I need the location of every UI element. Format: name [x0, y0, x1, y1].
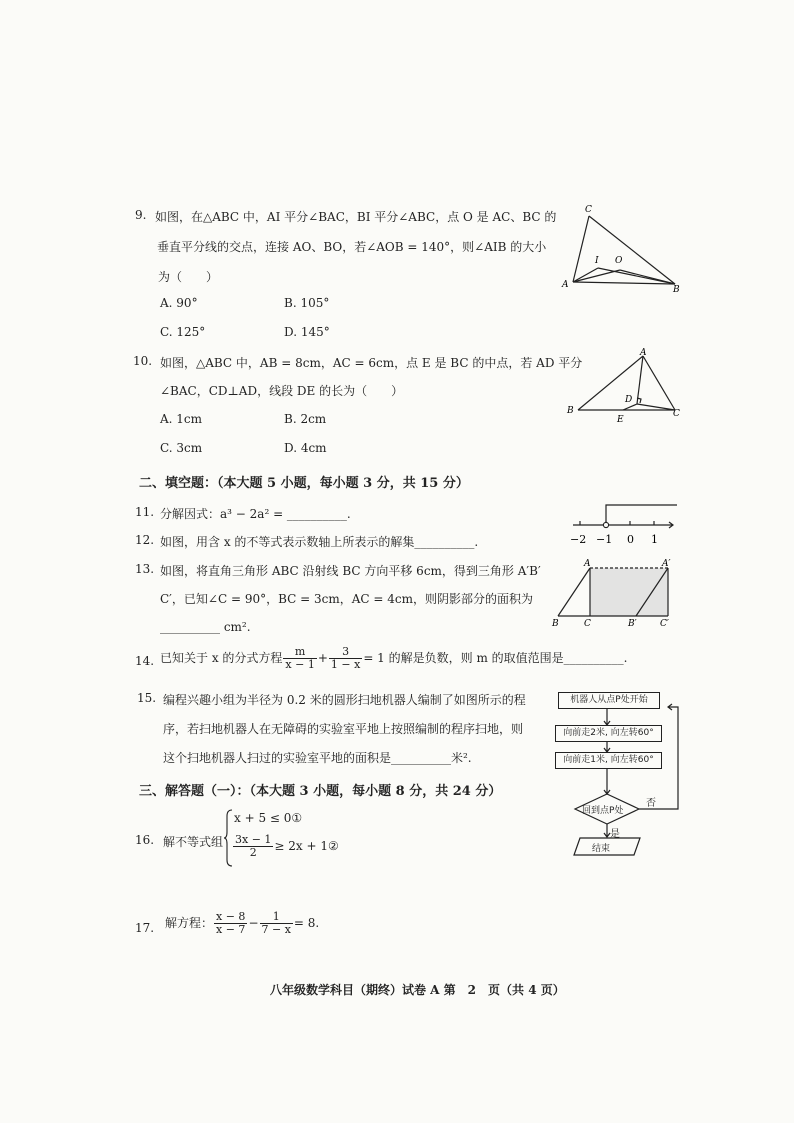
q9-option-b: B. 105° — [284, 296, 330, 310]
q13-line3: __________ cm². — [160, 620, 251, 634]
q13-number: 13. — [135, 562, 155, 576]
flow-step1-box: 向前走2米, 向左转60° — [555, 725, 662, 742]
q13-label-c: C — [584, 619, 591, 629]
q13-label-c-prime: C′ — [660, 619, 669, 629]
q12-tick-neg2: −2 — [570, 533, 587, 546]
q16-fraction — [233, 834, 273, 859]
q17-f2-den: 7 − x — [261, 923, 291, 937]
q17-number: 17. — [135, 921, 155, 935]
q16-f-den: 2 — [249, 846, 257, 860]
q9-line2: 垂直平分线的交点，连接 AO、BO，若∠AOB = 140°，则∠AIB 的大小 — [157, 240, 547, 254]
q14-number: 14. — [135, 654, 155, 668]
q9-label-o: O — [615, 256, 623, 266]
page-footer: 八年级数学科目（期终）试卷 A 第 2 页（共 4 页） — [270, 983, 565, 997]
q9-triangle-figure — [560, 200, 685, 295]
q10-label-b: B — [567, 406, 574, 416]
q12-tick-0: 0 — [627, 533, 634, 546]
q9-option-a: A. 90° — [160, 296, 198, 310]
q17-equation — [165, 911, 319, 936]
q10-option-b: B. 2cm — [284, 412, 327, 426]
q10-label-a: A — [640, 348, 647, 358]
q17-f1-num: x − 8 — [216, 910, 246, 923]
q10-option-a: A. 1cm — [160, 412, 203, 426]
q12-text: 如图，用含 x 的不等式表示数轴上所表示的解集__________. — [160, 535, 479, 549]
q14-text — [160, 646, 627, 671]
q15-number: 15. — [137, 691, 157, 705]
q13-label-a-prime: A′ — [662, 559, 671, 569]
q9-label-c: C — [585, 205, 592, 215]
q16-number: 16. — [135, 833, 155, 847]
q17-f1-den: x − 7 — [216, 923, 246, 937]
q9-line1: 如图，在△ABC 中，AI 平分∠BAC，BI 平分∠ABC，点 O 是 AC、BC 的 — [155, 210, 557, 224]
q14-f2-num: 3 — [329, 646, 362, 659]
q9-option-c: C. 125° — [160, 325, 206, 339]
q14-f1-den: x − 1 — [285, 658, 315, 672]
q13-label-a: A — [584, 559, 591, 569]
q9-label-i: I — [595, 256, 599, 266]
flow-no-label: 否 — [646, 798, 656, 809]
flow-end-label: 结束 — [592, 844, 611, 854]
q17-label: 解方程： — [165, 916, 214, 931]
q14-f1-num: m — [283, 646, 316, 659]
q16-inequality-1: x + 5 ≤ 0① — [234, 811, 303, 825]
section-2-heading: 二、填空题：（本大题 5 小题，每小题 3 分，共 15 分） — [139, 476, 469, 491]
q9-label-b: B — [673, 285, 680, 295]
q10-number: 10. — [133, 354, 153, 368]
q10-line1: 如图，△ABC 中，AB = 8cm，AC = 6cm，点 E 是 BC 的中点，若 AD 平分 — [160, 356, 583, 370]
q16-f-num: 3x − 1 — [235, 833, 272, 846]
q13-line2: C′，已知∠C = 90°，BC = 3cm，AC = 4cm，则阴影部分的面积为 — [160, 592, 534, 606]
q17-fraction-2 — [260, 911, 293, 936]
q12-number: 12. — [135, 533, 155, 547]
q15-line1: 编程兴趣小组为半径为 0.2 米的圆形扫地机器人编制了如图所示的程 — [163, 693, 526, 707]
q13-line1: 如图，将直角三角形 ABC 沿射线 BC 方向平移 6cm，得到三角形 A′B′ — [160, 564, 541, 578]
section-3-heading: 三、解答题（一）：（本大题 3 小题，每小题 8 分，共 24 分） — [139, 784, 502, 799]
q10-triangle-figure — [565, 346, 685, 426]
q16-inequality-2 — [232, 834, 339, 859]
q17-fraction-1 — [214, 911, 247, 936]
q14-fraction-1 — [283, 646, 316, 671]
q9-option-d: D. 145° — [284, 325, 330, 339]
q12-tick-1: 1 — [651, 533, 658, 546]
q9-line3: 为（ ） — [158, 270, 219, 284]
flow-start-box: 机器人从点P处开始 — [558, 692, 660, 709]
q16-ineq2-rest: ≥ 2x + 1② — [274, 839, 339, 854]
flow-yes-label: 是 — [610, 829, 620, 840]
q12-tick-neg1: −1 — [596, 533, 613, 546]
q12-number-line — [565, 497, 685, 549]
q14-fraction-2 — [329, 646, 362, 671]
flow-step2-box: 向前走1米, 向左转60° — [555, 752, 662, 769]
q13-label-b-prime: B′ — [628, 619, 637, 629]
q17-rest: = 8. — [293, 916, 320, 931]
q10-option-c: C. 3cm — [160, 441, 203, 455]
q15-line3: 这个扫地机器人扫过的实验室平地的面积是__________米². — [163, 751, 472, 765]
q13-label-b: B — [552, 619, 559, 629]
flow-decision-label: 回到点P处 — [582, 806, 624, 816]
q11-number: 11. — [135, 505, 155, 519]
q16-label: 解不等式组 — [163, 835, 224, 849]
q9-number: 9. — [135, 208, 147, 222]
q10-line2: ∠BAC，CD⊥AD，线段 DE 的长为（ ） — [160, 384, 404, 398]
q14-f2-den: 1 − x — [330, 658, 361, 672]
q14-plus: + — [317, 651, 328, 666]
q15-line2: 序，若扫地机器人在无障碍的实验室平地上按照编制的程序扫地，则 — [163, 722, 524, 736]
q10-label-e: E — [617, 415, 624, 425]
q9-label-a: A — [562, 280, 569, 290]
q17-f2-num: 1 — [260, 911, 293, 924]
q10-label-d: D — [625, 395, 633, 405]
q10-label-c: C — [673, 409, 680, 419]
q14-post: = 1 的解是负数，则 m 的取值范围是__________. — [363, 651, 628, 666]
q14-pre: 已知关于 x 的分式方程 — [160, 651, 283, 666]
q10-option-d: D. 4cm — [284, 441, 327, 455]
q13-translation-figure — [548, 556, 678, 630]
q11-text: 分解因式：a³ − 2a² = __________. — [160, 507, 351, 521]
q17-minus: − — [248, 916, 259, 931]
